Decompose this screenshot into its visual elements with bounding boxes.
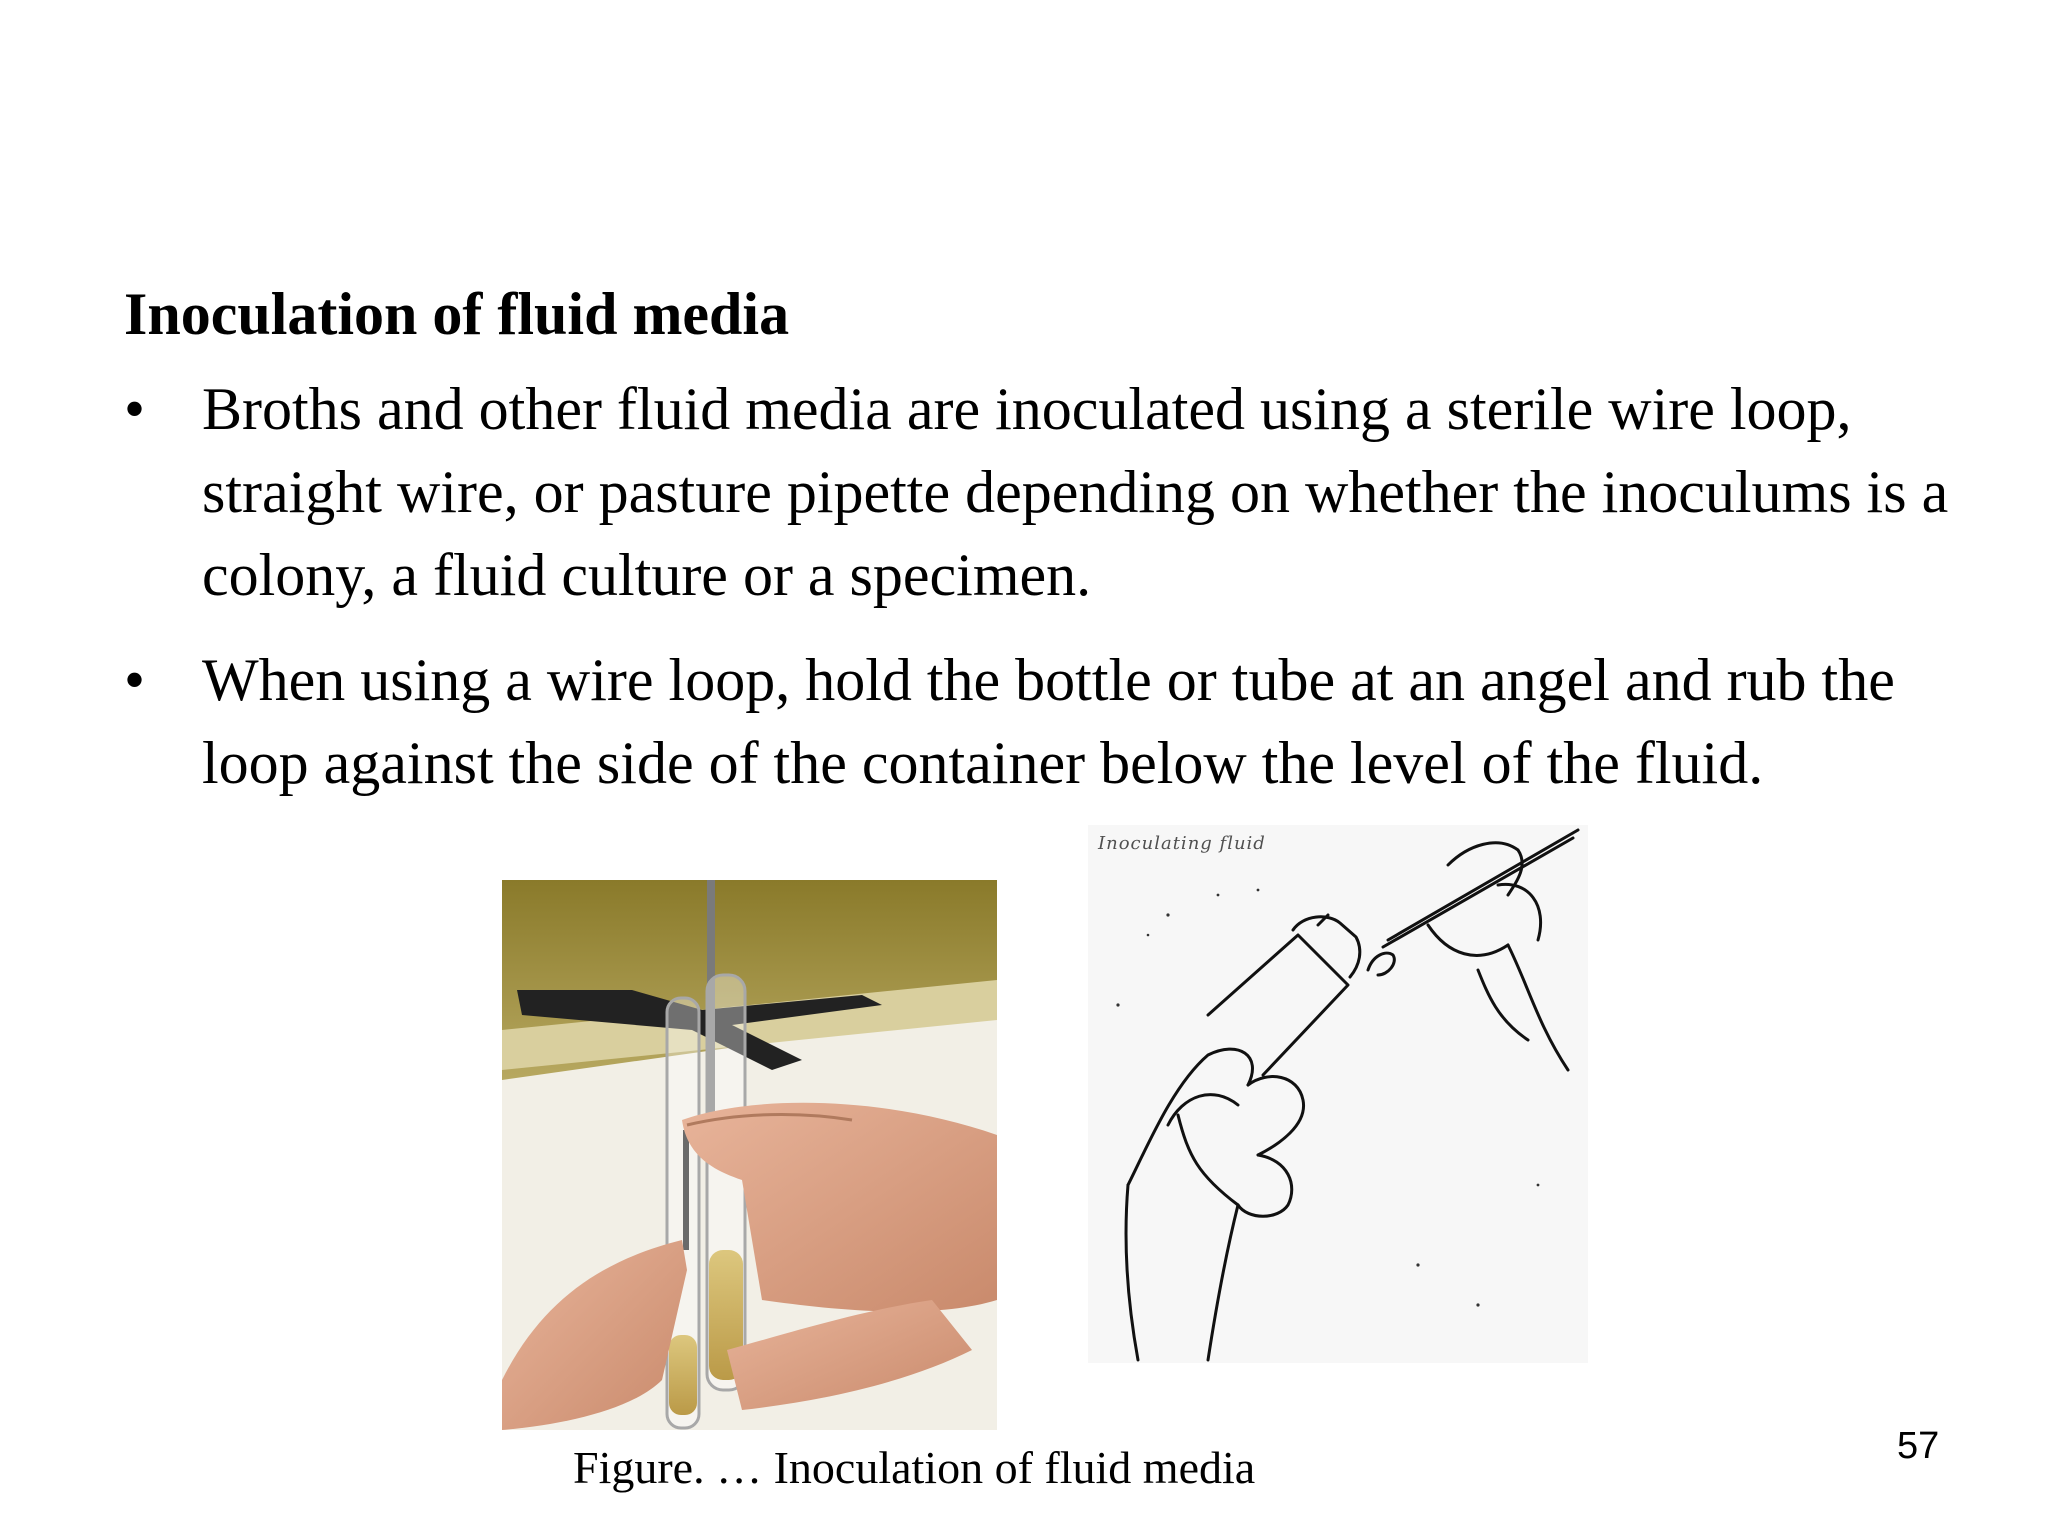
photo-illustration bbox=[502, 880, 997, 1430]
bullet-list bbox=[124, 368, 1984, 827]
bullet-item bbox=[124, 639, 1984, 805]
sketch-illustration bbox=[1088, 825, 1588, 1363]
page-number: 57 bbox=[1897, 1425, 1940, 1467]
bullet-text: When using a wire loop, hold the bottle or tube at an angel and rub the loop against the side of the container below the level of the fluid. bbox=[202, 647, 1895, 796]
sketch-inoculating-bottle bbox=[1088, 825, 1588, 1363]
bullet-marker: • bbox=[124, 647, 146, 713]
bullet-text: Broths and other fluid media are inoculated using a sterile wire loop, straight wire, or pasture pipette depending on whether the inoculums is a colony, a fluid culture or a specimen. bbox=[202, 376, 1949, 608]
photo-inoculating-test-tubes bbox=[502, 880, 997, 1430]
sketch-handwritten-label: Inoculating fluid bbox=[1098, 833, 1266, 854]
figure-caption: Figure. … Inoculation of fluid media bbox=[573, 1442, 1256, 1493]
bullet-marker: • bbox=[124, 376, 146, 442]
slide-heading: Inoculation of fluid media bbox=[124, 281, 790, 347]
bullet-item bbox=[124, 368, 1984, 617]
